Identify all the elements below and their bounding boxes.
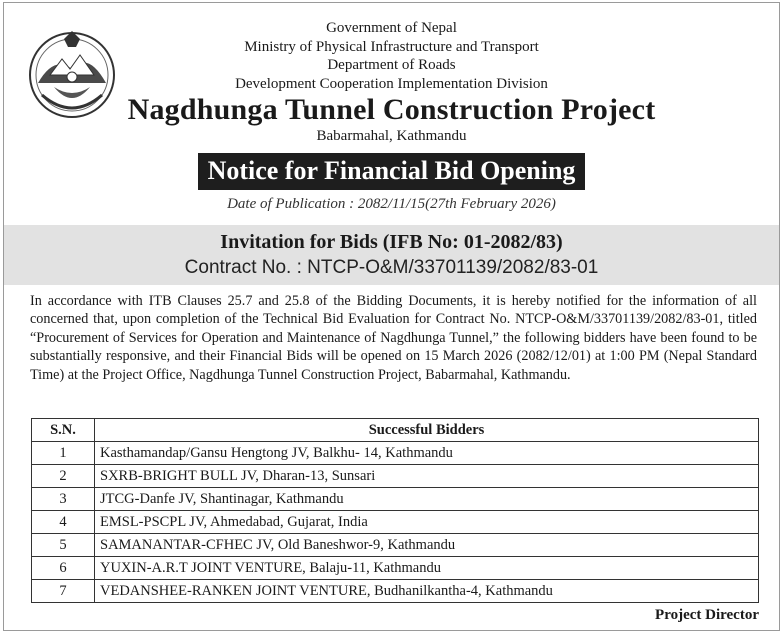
row-bidder: JTCG-Danfe JV, Shantinagar, Kathmandu [95, 488, 759, 511]
row-sn: 7 [32, 580, 95, 603]
table-row [32, 465, 759, 488]
row-bidder: VEDANSHEE-RANKEN JOINT VENTURE, Budhanilkantha-4, Kathmandu [95, 580, 759, 603]
publication-date: Date of Publication : 2082/11/15(27th February 2026) [227, 196, 556, 212]
project-title: Nagdhunga Tunnel Construction Project [127, 93, 656, 126]
project-location: Babarmahal, Kathmandu [316, 128, 467, 144]
row-sn: 6 [32, 557, 95, 580]
row-sn: 5 [32, 534, 95, 557]
row-sn: 1 [32, 442, 95, 465]
table-row [32, 557, 759, 580]
table-header-row [32, 419, 759, 442]
bidders-header: Successful Bidders [95, 419, 759, 442]
contract-number: Contract No. : NTCP-O&M/33701139/2082/83-01 [184, 257, 599, 278]
table-row [32, 534, 759, 557]
row-bidder: EMSL-PSCPL JV, Ahmedabad, Gujarat, India [95, 511, 759, 534]
row-bidder: SAMANANTAR-CFHEC JV, Old Baneshwor-9, Kathmandu [95, 534, 759, 557]
table-row [32, 488, 759, 511]
notice-body-text: In accordance with ITB Clauses 25.7 and 25.8 of the Bidding Documents, it is hereby notified for the information of all concerned that, upon completion of the Technical Bid Evaluation for Contract No. NTCP-O&M/33701139/2082/83-01, titled “Procurement of Services for Operation and Maintenance of Nagdhunga Tunnel,” the following bidders have been found to be substantially responsive, and their Financial Bids will be opened on 15 March 2026 (2082/12/01) at 1:00 PM (Nepal Standard Time) at the Project Office, Nagdhunga Tunnel Construction Project, Babarmahal, Kathmandu. [30, 293, 757, 383]
ifb-number: Invitation for Bids (IFB No: 01-2082/83) [220, 231, 563, 253]
row-sn: 3 [32, 488, 95, 511]
notice-page [3, 2, 780, 631]
ministry-name: Ministry of Physical Infrastructure and Transport [244, 39, 539, 55]
division-name: Development Cooperation Implementation Division [235, 76, 548, 92]
row-bidder: YUXIN-A.R.T JOINT VENTURE, Balaju-11, Kathmandu [95, 557, 759, 580]
notice-title: Notice for Financial Bid Opening [198, 153, 586, 190]
row-bidder: SXRB-BRIGHT BULL JV, Dharan-13, Sunsari [95, 465, 759, 488]
table-row [32, 511, 759, 534]
row-bidder: Kasthamandap/Gansu Hengtong JV, Balkhu- 14, Kathmandu [95, 442, 759, 465]
row-sn: 4 [32, 511, 95, 534]
sn-header: S.N. [32, 419, 95, 442]
signatory-title: Project Director [655, 607, 759, 623]
table-row [32, 580, 759, 603]
invitation-band [4, 225, 779, 285]
bidders-table [31, 418, 759, 603]
table-row [32, 442, 759, 465]
department-name: Department of Roads [327, 57, 456, 73]
row-sn: 2 [32, 465, 95, 488]
government-name: Government of Nepal [326, 20, 457, 36]
